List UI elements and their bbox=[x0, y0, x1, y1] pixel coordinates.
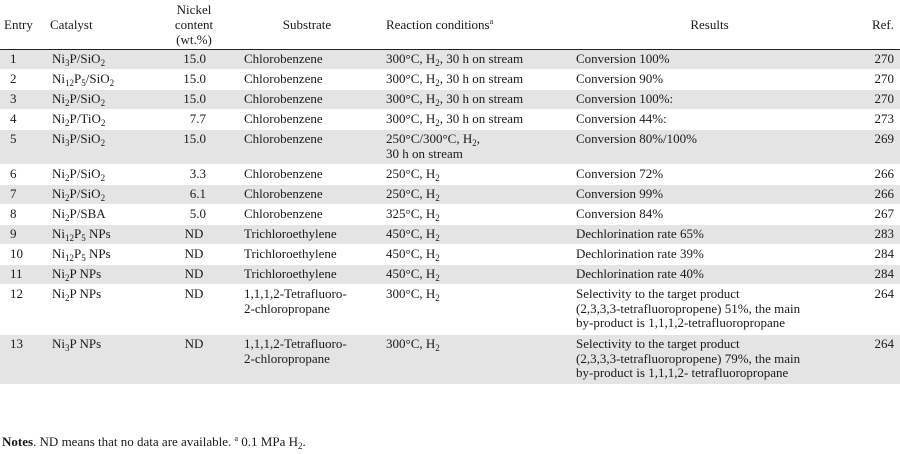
table-row bbox=[0, 205, 900, 225]
substrate-line: 1,1,1,2-Tetrafluoro- bbox=[244, 336, 347, 351]
cell-ref: 273 bbox=[851, 110, 900, 130]
cell-catalyst bbox=[44, 265, 152, 285]
table-row bbox=[0, 335, 900, 385]
results-line: (2,3,3,3-tetrafluoropropene) 79%, the main bbox=[576, 350, 801, 366]
catalyst-sub: 2 bbox=[100, 173, 106, 183]
catalyst-part: Ni bbox=[52, 266, 65, 281]
cell-results: Conversion 44%: bbox=[568, 110, 851, 130]
table-row bbox=[0, 90, 900, 110]
catalyst-sub: 2 bbox=[100, 58, 106, 68]
catalyst-part: Ni bbox=[52, 131, 65, 146]
cell-ref: 284 bbox=[851, 245, 900, 265]
cell-conditions bbox=[378, 225, 568, 245]
conditions-sub: 2 bbox=[435, 253, 440, 263]
cell-catalyst bbox=[44, 285, 152, 335]
cell-entry: 9 bbox=[0, 225, 44, 245]
conditions-sub: 2 bbox=[435, 173, 440, 183]
conditions-part: 300°C, H bbox=[386, 286, 436, 301]
cell-ref: 270 bbox=[851, 70, 900, 90]
catalyst-part: NPs bbox=[85, 226, 111, 241]
cell-ref: 270 bbox=[851, 50, 900, 70]
conditions-sub: 2 bbox=[435, 273, 440, 283]
catalyst-part: Ni bbox=[52, 166, 65, 181]
catalyst-part: NPs bbox=[85, 246, 111, 261]
catalyst-part: Ni bbox=[52, 336, 65, 351]
conditions-part: , 30 h on stream bbox=[439, 51, 524, 66]
catalyst-part: P/SiO bbox=[69, 131, 101, 146]
cell-nickel: ND bbox=[152, 335, 236, 385]
notes-label: Notes bbox=[2, 434, 34, 449]
cell-substrate: Chlorobenzene bbox=[236, 110, 378, 130]
table-row bbox=[0, 245, 900, 265]
cell-conditions bbox=[378, 165, 568, 185]
catalyst-part: Ni bbox=[52, 286, 65, 301]
cell-results: Conversion 100%: bbox=[568, 90, 851, 110]
cell-nickel: 15.0 bbox=[152, 50, 236, 70]
catalyst-part: P/SiO bbox=[69, 166, 101, 181]
cell-entry: 10 bbox=[0, 245, 44, 265]
cell-entry: 6 bbox=[0, 165, 44, 185]
cell-nickel: 5.0 bbox=[152, 205, 236, 225]
cell-nickel: 15.0 bbox=[152, 90, 236, 110]
cell-substrate bbox=[236, 285, 378, 335]
catalyst-part: Ni bbox=[52, 111, 65, 126]
cell-catalyst bbox=[44, 205, 152, 225]
table-row bbox=[0, 70, 900, 90]
header-substrate: Substrate bbox=[236, 0, 378, 50]
cell-conditions bbox=[378, 185, 568, 205]
cell-conditions bbox=[378, 50, 568, 70]
cell-results: Dechlorination rate 40% bbox=[568, 265, 851, 285]
catalyst-sub: 2 bbox=[109, 78, 115, 88]
catalyst-part: Ni bbox=[52, 226, 65, 241]
cell-nickel: 15.0 bbox=[152, 130, 236, 165]
cell-ref: 267 bbox=[851, 205, 900, 225]
cell-conditions bbox=[378, 335, 568, 385]
cell-catalyst bbox=[44, 225, 152, 245]
cell-catalyst bbox=[44, 130, 152, 165]
cell-results: Conversion 90% bbox=[568, 70, 851, 90]
conditions-part: , bbox=[476, 131, 480, 146]
catalyst-part: P/TiO bbox=[69, 111, 101, 126]
catalyst-part: P NPs bbox=[69, 336, 102, 351]
conditions-part: 450°C, H bbox=[386, 246, 436, 261]
catalyst-sub: 5 bbox=[81, 78, 86, 88]
conditions-part: 250°C, H bbox=[386, 166, 436, 181]
cell-entry: 11 bbox=[0, 265, 44, 285]
cell-conditions bbox=[378, 90, 568, 110]
cell-results bbox=[568, 285, 851, 335]
cell-substrate: Chlorobenzene bbox=[236, 90, 378, 110]
cell-nickel: 15.0 bbox=[152, 70, 236, 90]
cell-entry: 5 bbox=[0, 130, 44, 165]
cell-nickel: ND bbox=[152, 245, 236, 265]
conditions-part: , 30 h on stream bbox=[439, 91, 524, 106]
table-row bbox=[0, 50, 900, 70]
table-row bbox=[0, 225, 900, 245]
catalyst-sub: 2 bbox=[65, 173, 70, 183]
cell-results: Dechlorination rate 65% bbox=[568, 225, 851, 245]
catalyst-sub: 12 bbox=[65, 78, 74, 88]
catalyst-part: Ni bbox=[52, 51, 65, 66]
catalyst-part: Ni bbox=[52, 206, 65, 221]
catalyst-sub: 3 bbox=[65, 343, 70, 353]
conditions-sub: 2 bbox=[435, 78, 440, 88]
conditions-part: 30 h on stream bbox=[386, 145, 463, 161]
catalyst-sub: 2 bbox=[65, 273, 70, 283]
cell-conditions bbox=[378, 285, 568, 335]
cell-ref: 264 bbox=[851, 335, 900, 385]
cell-ref: 266 bbox=[851, 185, 900, 205]
cell-ref: 283 bbox=[851, 225, 900, 245]
notes-footnote-mark: a bbox=[234, 434, 239, 443]
cell-substrate: Chlorobenzene bbox=[236, 50, 378, 70]
cell-ref: 264 bbox=[851, 285, 900, 335]
conditions-part: 325°C, H bbox=[386, 206, 436, 221]
conditions-part: 450°C, H bbox=[386, 226, 436, 241]
cell-ref: 270 bbox=[851, 90, 900, 110]
conditions-part: , 30 h on stream bbox=[439, 71, 524, 86]
conditions-part: 300°C, H bbox=[386, 91, 436, 106]
cell-nickel: ND bbox=[152, 265, 236, 285]
catalyst-sub: 2 bbox=[65, 98, 70, 108]
cell-substrate: Chlorobenzene bbox=[236, 165, 378, 185]
catalyst-sub: 3 bbox=[65, 58, 70, 68]
cell-conditions bbox=[378, 245, 568, 265]
header-results: Results bbox=[568, 0, 851, 50]
catalyst-part: P bbox=[74, 246, 82, 261]
catalyst-part: /SiO bbox=[85, 71, 110, 86]
catalyst-part: P/SiO bbox=[69, 91, 101, 106]
notes-text: . bbox=[302, 434, 306, 449]
results-line: Selectivity to the target product bbox=[576, 336, 740, 351]
cell-entry: 2 bbox=[0, 70, 44, 90]
catalyst-sub: 3 bbox=[65, 138, 70, 148]
cell-substrate bbox=[236, 335, 378, 385]
substrate-line: 1,1,1,2-Tetrafluoro- bbox=[244, 286, 347, 301]
conditions-sub: 2 bbox=[435, 293, 440, 303]
table-row bbox=[0, 110, 900, 130]
header-ref: Ref. bbox=[851, 0, 900, 50]
catalyst-sub: 2 bbox=[65, 213, 70, 223]
substrate-line: 2-chloropropane bbox=[244, 350, 330, 366]
conditions-sub: 2 bbox=[435, 213, 440, 223]
cell-catalyst bbox=[44, 165, 152, 185]
catalyst-part: P/SiO bbox=[69, 186, 101, 201]
catalyst-sub: 5 bbox=[81, 253, 86, 263]
cell-results bbox=[568, 335, 851, 385]
results-line: by-product is 1,1,1,2-tetrafluoropropane bbox=[576, 315, 786, 330]
cell-entry: 1 bbox=[0, 50, 44, 70]
cell-catalyst bbox=[44, 50, 152, 70]
cell-results: Conversion 100% bbox=[568, 50, 851, 70]
header-row bbox=[0, 0, 900, 50]
catalyst-part: Ni bbox=[52, 186, 65, 201]
cell-nickel: 6.1 bbox=[152, 185, 236, 205]
cell-conditions bbox=[378, 110, 568, 130]
cell-substrate: Trichloroethylene bbox=[236, 225, 378, 245]
cell-substrate: Trichloroethylene bbox=[236, 265, 378, 285]
conditions-part: 250°C, H bbox=[386, 186, 436, 201]
catalyst-sub: 2 bbox=[100, 193, 106, 203]
cell-substrate: Chlorobenzene bbox=[236, 205, 378, 225]
catalyst-sub: 2 bbox=[100, 138, 106, 148]
catalyst-part: P/SiO bbox=[69, 51, 101, 66]
catalyst-part: P/SBA bbox=[69, 206, 106, 221]
conditions-sub: 2 bbox=[435, 118, 440, 128]
results-line: (2,3,3,3-tetrafluoropropene) 51%, the main bbox=[576, 300, 801, 316]
table-row bbox=[0, 265, 900, 285]
conditions-sub: 2 bbox=[435, 58, 440, 68]
catalyst-sub: 2 bbox=[65, 118, 70, 128]
catalyst-sub: 12 bbox=[65, 233, 74, 243]
header-conditions-footnote: a bbox=[489, 17, 494, 26]
substrate-line: 2-chloropropane bbox=[244, 300, 330, 316]
conditions-sub: 2 bbox=[472, 138, 477, 148]
table-row bbox=[0, 130, 900, 165]
catalyst-part: Ni bbox=[52, 71, 65, 86]
table-notes bbox=[2, 434, 306, 450]
results-line: Selectivity to the target product bbox=[576, 286, 740, 301]
cell-substrate: Chlorobenzene bbox=[236, 185, 378, 205]
cell-results: Dechlorination rate 39% bbox=[568, 245, 851, 265]
cell-conditions bbox=[378, 205, 568, 225]
cell-substrate: Chlorobenzene bbox=[236, 70, 378, 90]
cell-entry: 7 bbox=[0, 185, 44, 205]
conditions-part: 250°C/300°C, H bbox=[386, 131, 473, 146]
cell-substrate: Trichloroethylene bbox=[236, 245, 378, 265]
conditions-sub: 2 bbox=[435, 193, 440, 203]
cell-nickel: ND bbox=[152, 225, 236, 245]
conditions-sub: 2 bbox=[435, 233, 440, 243]
notes-text: . ND means that no data are available. bbox=[33, 434, 235, 449]
header-catalyst: Catalyst bbox=[44, 0, 152, 50]
conditions-part: , 30 h on stream bbox=[439, 111, 524, 126]
cell-catalyst bbox=[44, 245, 152, 265]
cell-nickel: 3.3 bbox=[152, 165, 236, 185]
cell-nickel: ND bbox=[152, 285, 236, 335]
cell-conditions bbox=[378, 70, 568, 90]
catalyst-sub: 2 bbox=[100, 98, 106, 108]
cell-entry: 4 bbox=[0, 110, 44, 130]
cell-ref: 266 bbox=[851, 165, 900, 185]
header-nickel-content bbox=[152, 0, 236, 50]
table-row bbox=[0, 185, 900, 205]
conditions-part: 300°C, H bbox=[386, 111, 436, 126]
cell-nickel: 7.7 bbox=[152, 110, 236, 130]
conditions-sub: 2 bbox=[435, 98, 440, 108]
header-entry: Entry bbox=[0, 0, 44, 50]
cell-catalyst bbox=[44, 335, 152, 385]
notes-subscript: 2 bbox=[297, 441, 303, 451]
header-conditions-text: Reaction conditions bbox=[386, 17, 490, 32]
catalyst-part: P bbox=[74, 226, 82, 241]
cell-results: Conversion 80%/100% bbox=[568, 130, 851, 165]
catalyst-part: Ni bbox=[52, 91, 65, 106]
cell-catalyst bbox=[44, 110, 152, 130]
cell-entry: 8 bbox=[0, 205, 44, 225]
notes-text: 0.1 MPa H bbox=[238, 434, 298, 449]
conditions-sub: 2 bbox=[435, 343, 440, 353]
conditions-part: 300°C, H bbox=[386, 71, 436, 86]
cell-entry: 13 bbox=[0, 335, 44, 385]
catalyst-sub: 12 bbox=[65, 253, 74, 263]
cell-conditions bbox=[378, 265, 568, 285]
cell-results: Conversion 72% bbox=[568, 165, 851, 185]
header-nickel-line2: (wt.%) bbox=[176, 32, 212, 47]
table-row bbox=[0, 165, 900, 185]
cell-results: Conversion 84% bbox=[568, 205, 851, 225]
cell-entry: 3 bbox=[0, 90, 44, 110]
cell-catalyst bbox=[44, 70, 152, 90]
cell-ref: 284 bbox=[851, 265, 900, 285]
catalyst-sub: 5 bbox=[81, 233, 86, 243]
cell-results: Conversion 99% bbox=[568, 185, 851, 205]
header-conditions bbox=[378, 0, 568, 50]
catalyst-sub: 2 bbox=[100, 118, 106, 128]
catalyst-part: Ni bbox=[52, 246, 65, 261]
header-nickel-line1: Nickel content bbox=[174, 2, 214, 32]
catalyst-part: P NPs bbox=[69, 286, 102, 301]
table-row bbox=[0, 285, 900, 335]
cell-conditions bbox=[378, 130, 568, 165]
catalyst-part: P NPs bbox=[69, 266, 102, 281]
cell-catalyst bbox=[44, 90, 152, 110]
conditions-part: 300°C, H bbox=[386, 336, 436, 351]
results-line: by-product is 1,1,1,2- tetrafluoropropane bbox=[576, 365, 789, 380]
cell-entry: 12 bbox=[0, 285, 44, 335]
cell-catalyst bbox=[44, 185, 152, 205]
cell-substrate: Chlorobenzene bbox=[236, 130, 378, 165]
cell-ref: 269 bbox=[851, 130, 900, 165]
conditions-part: 450°C, H bbox=[386, 266, 436, 281]
catalyst-sub: 2 bbox=[65, 193, 70, 203]
catalyst-sub: 2 bbox=[65, 293, 70, 303]
catalyst-part: P bbox=[74, 71, 82, 86]
conditions-part: 300°C, H bbox=[386, 51, 436, 66]
